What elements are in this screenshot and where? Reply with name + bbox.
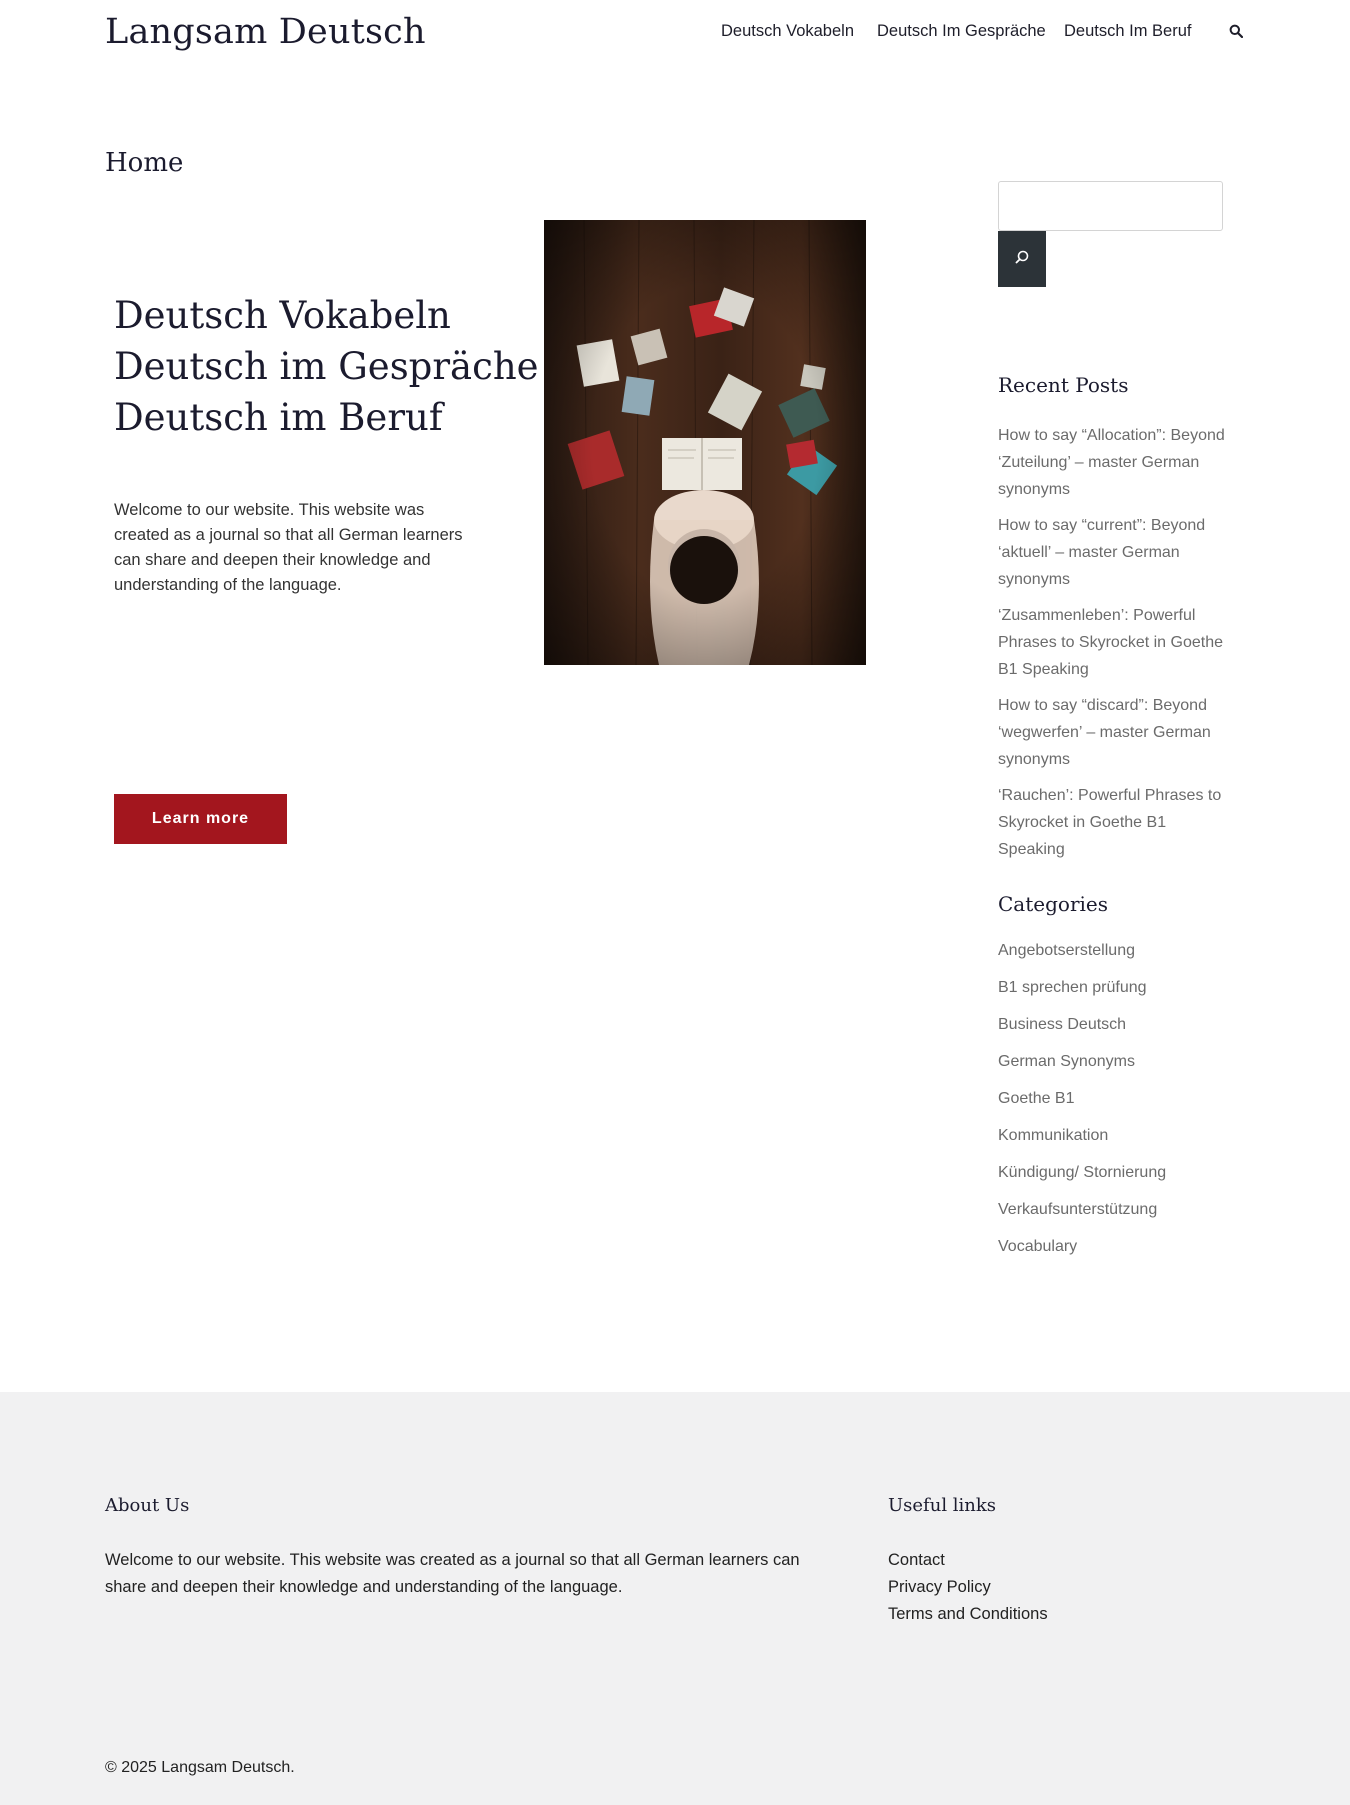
recent-post-link[interactable]: How to say “discard”: Beyond ‘wegwerfen’ – master German synonyms — [998, 697, 1211, 768]
nav-item-deutsch-im-gesprache[interactable]: Deutsch Im Gespräche — [877, 22, 1046, 40]
copyright-text: © 2025 Langsam Deutsch. — [105, 1759, 295, 1776]
categories-heading: Categories — [998, 892, 1108, 916]
sidebar-search-button[interactable] — [998, 231, 1046, 287]
category-link[interactable]: German Synonyms — [998, 1053, 1135, 1070]
search-icon[interactable] — [1229, 24, 1245, 40]
footer-links-heading: Useful links — [888, 1495, 997, 1516]
footer-link-contact[interactable]: Contact — [888, 1551, 945, 1569]
category-link[interactable]: Angebotserstellung — [998, 942, 1135, 959]
recent-post-link[interactable]: How to say “Allocation”: Beyond ‘Zuteilung’ – master German synonyms — [998, 427, 1225, 498]
page-title: Home — [105, 148, 184, 178]
category-link[interactable]: Business Deutsch — [998, 1016, 1127, 1033]
recent-post-link[interactable]: ‘Zusammenleben’: Powerful Phrases to Skyrocket in Goethe B1 Speaking — [998, 607, 1223, 678]
hero-heading-gesprache: Deutsch im Gespräche — [114, 345, 539, 388]
categories-list — [998, 941, 1166, 1274]
hero-intro-text: Welcome to our website. This website was created as a journal so that all German learners can share and deepen their knowledge and understanding of the language. — [114, 501, 463, 594]
category-link[interactable]: B1 sprechen prüfung — [998, 979, 1147, 996]
footer-link-privacy-policy[interactable]: Privacy Policy — [888, 1578, 991, 1596]
main-nav — [0, 22, 1350, 46]
learn-more-button[interactable]: Learn more — [114, 794, 287, 844]
footer-link-terms[interactable]: Terms and Conditions — [888, 1605, 1048, 1623]
footer-links-list — [888, 1547, 1048, 1628]
category-link[interactable]: Vocabulary — [998, 1238, 1078, 1255]
hero-headings — [114, 290, 544, 443]
sidebar-search-input[interactable] — [998, 181, 1223, 231]
search-icon — [1014, 249, 1030, 270]
nav-item-deutsch-im-beruf[interactable]: Deutsch Im Beruf — [1064, 22, 1192, 40]
footer-about-text: Welcome to our website. This website was created as a journal so that all German learners can share and deepen their knowledge and understanding of the language. — [105, 1551, 800, 1596]
footer-about-heading: About Us — [105, 1495, 190, 1516]
hero-image-reading-books — [544, 220, 866, 665]
recent-post-link[interactable]: How to say “current”: Beyond ‘aktuell’ – master German synonyms — [998, 517, 1206, 588]
site-title[interactable]: Langsam Deutsch — [105, 12, 426, 52]
nav-item-deutsch-vokabeln[interactable]: Deutsch Vokabeln — [721, 22, 855, 40]
hero-heading-vokabeln: Deutsch Vokabeln — [114, 294, 451, 337]
hero-heading-beruf: Deutsch im Beruf — [114, 396, 443, 439]
category-link[interactable]: Verkaufsunterstützung — [998, 1201, 1158, 1218]
category-link[interactable]: Goethe B1 — [998, 1090, 1075, 1107]
recent-posts-list — [998, 422, 1230, 872]
recent-posts-heading: Recent Posts — [998, 373, 1129, 397]
recent-post-link[interactable]: ‘Rauchen’: Powerful Phrases to Skyrocket in Goethe B1 Speaking — [998, 787, 1222, 858]
category-link[interactable]: Kommunikation — [998, 1127, 1109, 1144]
category-link[interactable]: Kündigung/ Stornierung — [998, 1164, 1167, 1181]
